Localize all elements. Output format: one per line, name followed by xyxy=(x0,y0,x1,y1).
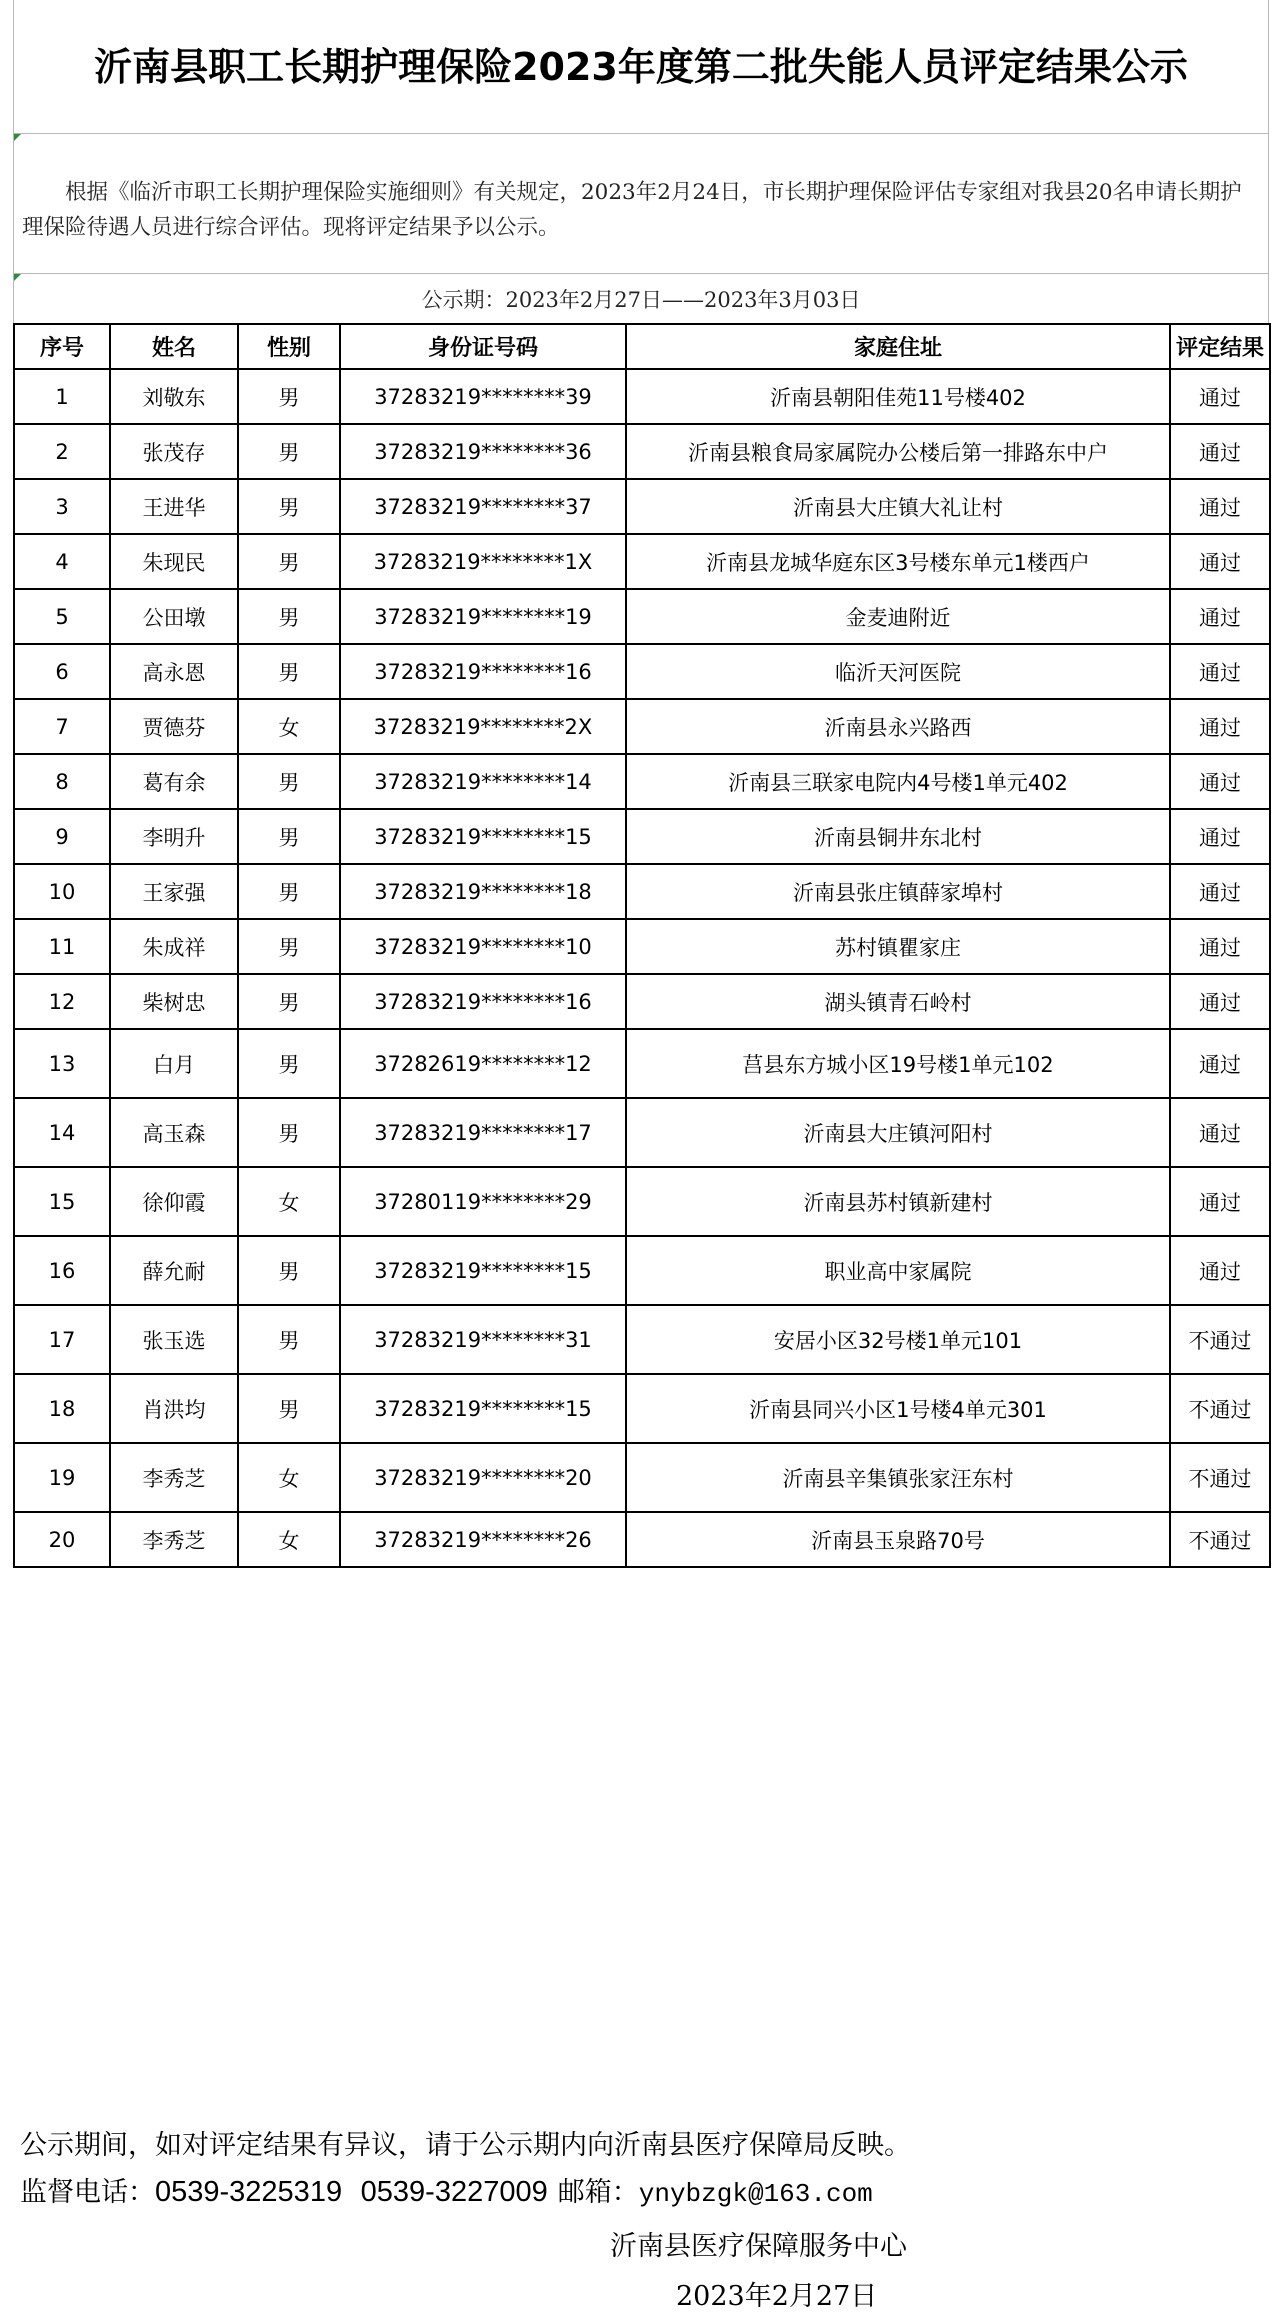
row-number: 17 xyxy=(14,1305,110,1374)
id-number: 37283219********36 xyxy=(340,424,626,479)
table-row xyxy=(14,534,1270,589)
id-number: 37283219********39 xyxy=(340,369,626,424)
row-number: 18 xyxy=(14,1374,110,1443)
id-number: 37283219********37 xyxy=(340,479,626,534)
id-number: 37283219********31 xyxy=(340,1305,626,1374)
gender: 男 xyxy=(238,919,340,974)
home-address: 沂南县苏村镇新建村 xyxy=(626,1167,1170,1236)
id-number: 37283219********15 xyxy=(340,809,626,864)
header-id-number: 身份证号码 xyxy=(340,324,626,369)
person-name: 李秀芝 xyxy=(110,1512,238,1567)
id-number: 37283219********20 xyxy=(340,1443,626,1512)
gender: 男 xyxy=(238,974,340,1029)
person-name: 葛有余 xyxy=(110,754,238,809)
home-address: 沂南县龙城华庭东区3号楼东单元1楼西户 xyxy=(626,534,1170,589)
evaluation-result: 通过 xyxy=(1170,1098,1270,1167)
home-address: 苏村镇瞿家庄 xyxy=(626,919,1170,974)
table-row xyxy=(14,1167,1270,1236)
person-name: 李秀芝 xyxy=(110,1443,238,1512)
gender: 男 xyxy=(238,754,340,809)
gender: 男 xyxy=(238,589,340,644)
evaluation-result: 通过 xyxy=(1170,369,1270,424)
phone-number-1: 0539-3225319 xyxy=(155,2176,343,2208)
row-number: 19 xyxy=(14,1443,110,1512)
person-name: 白月 xyxy=(110,1029,238,1098)
row-number: 15 xyxy=(14,1167,110,1236)
gender: 男 xyxy=(238,864,340,919)
person-name: 贾德芬 xyxy=(110,699,238,754)
evaluation-result: 通过 xyxy=(1170,919,1270,974)
person-name: 王进华 xyxy=(110,479,238,534)
row-number: 6 xyxy=(14,644,110,699)
footer xyxy=(20,2126,1260,2312)
row-number: 3 xyxy=(14,479,110,534)
row-number: 5 xyxy=(14,589,110,644)
home-address: 沂南县张庄镇薛家埠村 xyxy=(626,864,1170,919)
id-number: 37283219********17 xyxy=(340,1098,626,1167)
person-name: 徐仰霞 xyxy=(110,1167,238,1236)
table-row xyxy=(14,1305,1270,1374)
person-name: 高永恩 xyxy=(110,644,238,699)
id-number: 37283219********1X xyxy=(340,534,626,589)
table-row xyxy=(14,919,1270,974)
table-row xyxy=(14,864,1270,919)
gender: 男 xyxy=(238,1374,340,1443)
home-address: 湖头镇青石岭村 xyxy=(626,974,1170,1029)
row-number: 1 xyxy=(14,369,110,424)
table-row xyxy=(14,809,1270,864)
row-number: 10 xyxy=(14,864,110,919)
gender: 男 xyxy=(238,534,340,589)
email-address: ynybzgk@163.com xyxy=(638,2179,873,2209)
person-name: 肖洪均 xyxy=(110,1374,238,1443)
home-address: 沂南县玉泉路70号 xyxy=(626,1512,1170,1567)
gender: 男 xyxy=(238,809,340,864)
home-address: 莒县东方城小区19号楼1单元102 xyxy=(626,1029,1170,1098)
person-name: 王家强 xyxy=(110,864,238,919)
header-result: 评定结果 xyxy=(1170,324,1270,369)
table-row xyxy=(14,1443,1270,1512)
table-row xyxy=(14,1236,1270,1305)
table-row xyxy=(14,1374,1270,1443)
issue-date: 2023年2月27日 xyxy=(676,2281,878,2312)
evaluation-result: 不通过 xyxy=(1170,1443,1270,1512)
id-number: 37283219********26 xyxy=(340,1512,626,1567)
header-no: 序号 xyxy=(14,324,110,369)
evaluation-result: 通过 xyxy=(1170,864,1270,919)
page-title: 沂南县职工长期护理保险2023年度第二批失能人员评定结果公示 xyxy=(94,44,1188,89)
id-number: 37283219********14 xyxy=(340,754,626,809)
evaluation-result: 通过 xyxy=(1170,754,1270,809)
table-row xyxy=(14,1512,1270,1567)
objection-notice: 公示期间，如对评定结果有异议，请于公示期内向沂南县医疗保障局反映。 xyxy=(20,2130,911,2161)
id-number: 37283219********18 xyxy=(340,864,626,919)
notice-sheet xyxy=(13,0,1269,2317)
table-row xyxy=(14,699,1270,754)
gender: 男 xyxy=(238,644,340,699)
person-name: 高玉森 xyxy=(110,1098,238,1167)
gender: 女 xyxy=(238,1443,340,1512)
header-gender: 性别 xyxy=(238,324,340,369)
intro-paragraph: 根据《临沂市职工长期护理保险实施细则》有关规定，2023年2月24日，市长期护理保险评估专家组对我县20名申请长期护理保险待遇人员进行综合评估。现将评定结果予以公示。 xyxy=(22,180,1242,240)
row-number: 2 xyxy=(14,424,110,479)
id-number: 37283219********15 xyxy=(340,1374,626,1443)
id-number: 37283219********16 xyxy=(340,644,626,699)
person-name: 刘敬东 xyxy=(110,369,238,424)
id-number: 37282619********12 xyxy=(340,1029,626,1098)
evaluation-result: 通过 xyxy=(1170,479,1270,534)
person-name: 朱成祥 xyxy=(110,919,238,974)
gender: 男 xyxy=(238,1029,340,1098)
person-name: 张玉选 xyxy=(110,1305,238,1374)
table-row xyxy=(14,479,1270,534)
contact-line xyxy=(20,2172,1260,2218)
phone-label: 监督电话： xyxy=(20,2177,155,2208)
person-name: 公田墩 xyxy=(110,589,238,644)
row-number: 12 xyxy=(14,974,110,1029)
id-number: 37283219********10 xyxy=(340,919,626,974)
home-address: 沂南县永兴路西 xyxy=(626,699,1170,754)
row-number: 11 xyxy=(14,919,110,974)
id-number: 37283219********19 xyxy=(340,589,626,644)
intro-block xyxy=(13,133,1269,273)
gender: 女 xyxy=(238,1167,340,1236)
home-address: 沂南县同兴小区1号楼4单元301 xyxy=(626,1374,1170,1443)
email-label: 邮箱： xyxy=(557,2177,639,2208)
result-table xyxy=(13,323,1271,1568)
home-address: 沂南县三联家电院内4号楼1单元402 xyxy=(626,754,1170,809)
evaluation-result: 通过 xyxy=(1170,534,1270,589)
home-address: 职业高中家属院 xyxy=(626,1236,1170,1305)
evaluation-result: 通过 xyxy=(1170,424,1270,479)
row-number: 14 xyxy=(14,1098,110,1167)
row-number: 20 xyxy=(14,1512,110,1567)
table-row xyxy=(14,754,1270,809)
gender: 男 xyxy=(238,1305,340,1374)
person-name: 李明升 xyxy=(110,809,238,864)
gender: 男 xyxy=(238,369,340,424)
table-row xyxy=(14,1029,1270,1098)
header-address: 家庭住址 xyxy=(626,324,1170,369)
home-address: 沂南县大庄镇大礼让村 xyxy=(626,479,1170,534)
gender: 男 xyxy=(238,1098,340,1167)
table-header-row xyxy=(14,324,1270,369)
phone-number-2: 0539-3227009 xyxy=(360,2176,548,2208)
person-name: 柴树忠 xyxy=(110,974,238,1029)
row-number: 16 xyxy=(14,1236,110,1305)
row-number: 4 xyxy=(14,534,110,589)
row-number: 9 xyxy=(14,809,110,864)
home-address: 临沂天河医院 xyxy=(626,644,1170,699)
table-row xyxy=(14,1098,1270,1167)
table-row xyxy=(14,369,1270,424)
table-row xyxy=(14,424,1270,479)
home-address: 金麦迪附近 xyxy=(626,589,1170,644)
gender: 女 xyxy=(238,699,340,754)
table-row xyxy=(14,589,1270,644)
evaluation-result: 通过 xyxy=(1170,1029,1270,1098)
home-address: 沂南县朝阳佳苑11号楼402 xyxy=(626,369,1170,424)
evaluation-result: 通过 xyxy=(1170,1167,1270,1236)
person-name: 薛允耐 xyxy=(110,1236,238,1305)
home-address: 安居小区32号楼1单元101 xyxy=(626,1305,1170,1374)
row-number: 8 xyxy=(14,754,110,809)
id-number: 37283219********16 xyxy=(340,974,626,1029)
table-row xyxy=(14,644,1270,699)
row-number: 7 xyxy=(14,699,110,754)
person-name: 张茂存 xyxy=(110,424,238,479)
home-address: 沂南县铜井东北村 xyxy=(626,809,1170,864)
id-number: 37283219********15 xyxy=(340,1236,626,1305)
row-number: 13 xyxy=(14,1029,110,1098)
evaluation-result: 通过 xyxy=(1170,809,1270,864)
evaluation-result: 通过 xyxy=(1170,699,1270,754)
title-block xyxy=(13,0,1269,133)
home-address: 沂南县大庄镇河阳村 xyxy=(626,1098,1170,1167)
publicity-period: 公示期：2023年2月27日——2023年3月03日 xyxy=(13,273,1269,323)
gender: 男 xyxy=(238,1236,340,1305)
home-address: 沂南县粮食局家属院办公楼后第一排路东中户 xyxy=(626,424,1170,479)
table-body xyxy=(14,369,1270,1567)
id-number: 37283219********2X xyxy=(340,699,626,754)
evaluation-result: 不通过 xyxy=(1170,1374,1270,1443)
header-name: 姓名 xyxy=(110,324,238,369)
evaluation-result: 通过 xyxy=(1170,974,1270,1029)
table-row xyxy=(14,974,1270,1029)
id-number: 37280119********29 xyxy=(340,1167,626,1236)
evaluation-result: 通过 xyxy=(1170,1236,1270,1305)
gender: 男 xyxy=(238,424,340,479)
evaluation-result: 不通过 xyxy=(1170,1305,1270,1374)
evaluation-result: 通过 xyxy=(1170,589,1270,644)
gender: 女 xyxy=(238,1512,340,1567)
issuing-organization: 沂南县医疗保障服务中心 xyxy=(610,2231,907,2262)
person-name: 朱现民 xyxy=(110,534,238,589)
home-address: 沂南县辛集镇张家汪东村 xyxy=(626,1443,1170,1512)
evaluation-result: 不通过 xyxy=(1170,1512,1270,1567)
gender: 男 xyxy=(238,479,340,534)
evaluation-result: 通过 xyxy=(1170,644,1270,699)
